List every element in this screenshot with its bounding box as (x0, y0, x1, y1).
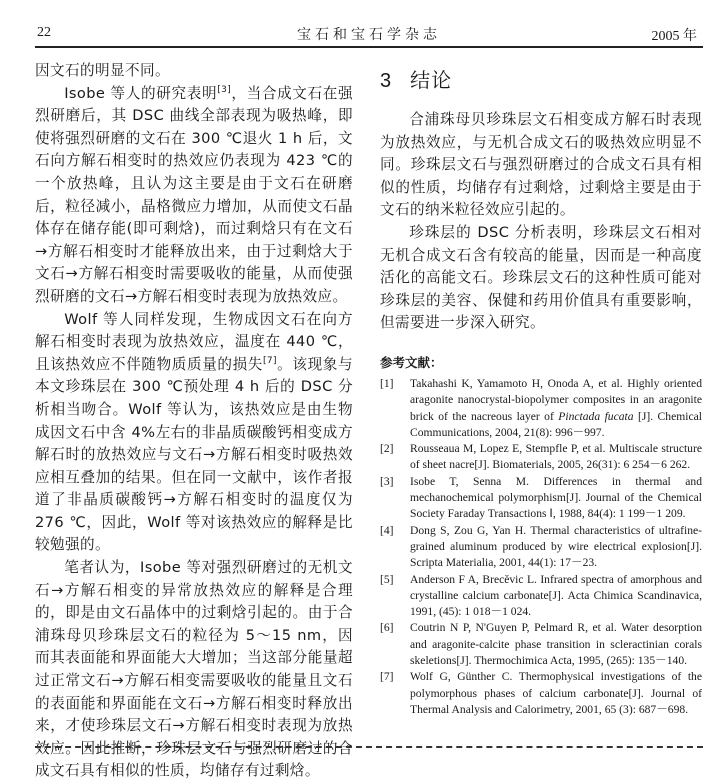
page-number: 22 (37, 25, 51, 40)
citation-superscript: [7] (263, 355, 277, 366)
reference-list (380, 376, 702, 718)
paragraph-text: Isobe 等人的研究表明 (64, 84, 218, 102)
reference-item (380, 441, 702, 474)
paragraph-continuation: 因文石的明显不同。 (35, 62, 170, 79)
reference-number: [1] (380, 376, 394, 390)
reference-text: [J]. Chemical Communications, 2004, 21(8): 996－997. (410, 409, 702, 439)
reference-number: [3] (380, 474, 394, 488)
reference-text: Wolf G, Günther C. Thermophysical investigations of the polymorphous phases of calcium carbonate[J]. Journal of Thermal Analysis and Calorimetry, 2001, 65 (3): 687－698. (410, 670, 702, 716)
reference-item (380, 523, 702, 572)
reference-number: [5] (380, 572, 394, 586)
reference-item (380, 620, 702, 669)
reference-item (380, 669, 702, 718)
paragraph-text: Wolf 等人同样发现，生物成因文石在向方解石相变时表现为放热效应，温度在 440 ℃，且该热效应不伴随物质质量的损失 (35, 310, 353, 373)
footer-dashed-rule (35, 746, 703, 748)
reference-text: Dong S, Zou G, Yan H. Thermal characteristics of ultrafine-grained aluminum produced by wire electrical explosion[J]. Scripta Materialia, 2001, 44(1): 17－23. (410, 523, 702, 570)
references-heading: 参考文献： (380, 354, 443, 370)
citation-superscript: [3] (217, 84, 232, 95)
paragraph-author-view: 笔者认为，Isobe 等对强烈研磨过的无机文石→方解石相变的异常放热效应的解释是合理的，即是由文石晶体中的过剩焓引起的。由于合浦珠母贝珍珠层文石的粒径为 5～15 nm，因而其表面能和界面能大大增加；当这部分能量超过正常文石→方解石相变需要吸收的能量且文石的表面能和界面能在文石→方解石相变时释放出来，才使珍珠层文石→方解石相变时表现为放热效应。因此推断，珍珠层文石与强烈研磨过的合成文石具有相似的性质，均储存有过剩焓。 (35, 559, 353, 780)
reference-text: Takahashi K, Yamamoto H, Onoda A, et al. Highly oriented aragonite nanocrystal-biopolymer composites in an aragonite brick of the nacreous layer of (410, 376, 702, 423)
conclusion-paragraph: 珍珠层的 DSC 分析表明，珍珠层文石相对无机合成文石含有较高的能量，因而是一种高度活化的高能文石。珍珠层文石的这种性质可能对珍珠层的美容、保健和药用价值具有重要影响，但需要进一步深入研究。 (380, 223, 702, 332)
reference-species-name: Pinctada fucata (558, 409, 634, 423)
section-heading (380, 64, 702, 93)
reference-number: [6] (380, 621, 394, 635)
paragraph-text: 。该现象与本文珍珠层在 300 ℃预处理 4 h 后的 DSC 分析相当吻合。Wolf 等认为，该热效应是由生物成因文石中含 4%左右的非晶质碳酸钙相变成方解石时的放热效应与文石→方解石相变时吸热效应相互叠加的结果。但在同一文献中，该作者报道了非晶质碳酸钙→方解石相变时的温度仅为 276 ℃，因此，Wolf 等对该热效应的解释是比较勉强的。 (35, 355, 353, 554)
paragraph-isobe (35, 83, 353, 309)
reference-number: [4] (380, 523, 394, 537)
reference-text: Anderson F A, Brecĕvic L. Infrared spectra of amorphous and crystalline calcium carbonate[J]. Acta Chimica Scandinavica, 1991, (45): 1 018－1 024. (410, 572, 702, 619)
paragraph-wolf (35, 309, 353, 558)
section-title: 结论 (410, 68, 453, 92)
reference-text: Isobe T, Senna M. Differences in thermal and mechanochemical polymorphism[J]. Journal of the Chemical Society Faraday Transactions Ⅰ, 1988, 84(4): 1 199－1 209. (410, 474, 702, 521)
paragraph-text: ，当合成文石在强烈研磨后，其 DSC 曲线全部表现为吸热峰，即使将强烈研磨的文石在 300 ℃退火 1 h 后，文石向方解石相变时的热效应仍表现为 423 ℃的一个放热峰，且认为这主要是由于文石在研磨后，粒径减小，晶格微应力增加，从而使文石晶体存在储存能(即可剩焓)，而过剩焓只有在文石→方解石相变时才能释放出来，由于过剩焓大于文石→方解石相变时需要吸收的能量，从而使强烈研磨的文石→方解石相变时表现为放热效应。 (35, 84, 354, 305)
reference-text: Coutrin N P, N'Guyen P, Pelmard R, et al. Water desorption and aragonite-calcite phase transition in scleractinian corals skeletions[J]. Thermochimica Acta, 1995, (265): 135－140. (410, 621, 702, 667)
left-column (35, 60, 353, 783)
section-number: 3 (380, 70, 393, 92)
reference-number: [7] (380, 670, 394, 684)
reference-item (380, 376, 702, 441)
reference-item (380, 572, 702, 621)
conclusion-paragraph: 合浦珠母贝珍珠层文石相变成方解石时表现为放热效应，与无机合成文石的吸热效应明显不同。珍珠层文石与强烈研磨过的合成文石具有相似的性质，均储存有过剩焓，过剩焓主要是由于文石的纳米粒径效应引起的。 (380, 111, 702, 219)
reference-item (380, 474, 702, 523)
right-column (380, 60, 702, 718)
reference-number: [2] (380, 442, 394, 456)
reference-text: Rousseaua M, Lopez E, Stempfle P, et al. Multiscale structure of sheet nacre[J]. Biomaterials, 2005, 26(31): 6 254－6 262. (410, 442, 702, 472)
running-header (35, 20, 703, 48)
publication-year: 2005 年 (651, 29, 697, 44)
journal-title: 宝石和宝石学杂志 (297, 27, 441, 43)
